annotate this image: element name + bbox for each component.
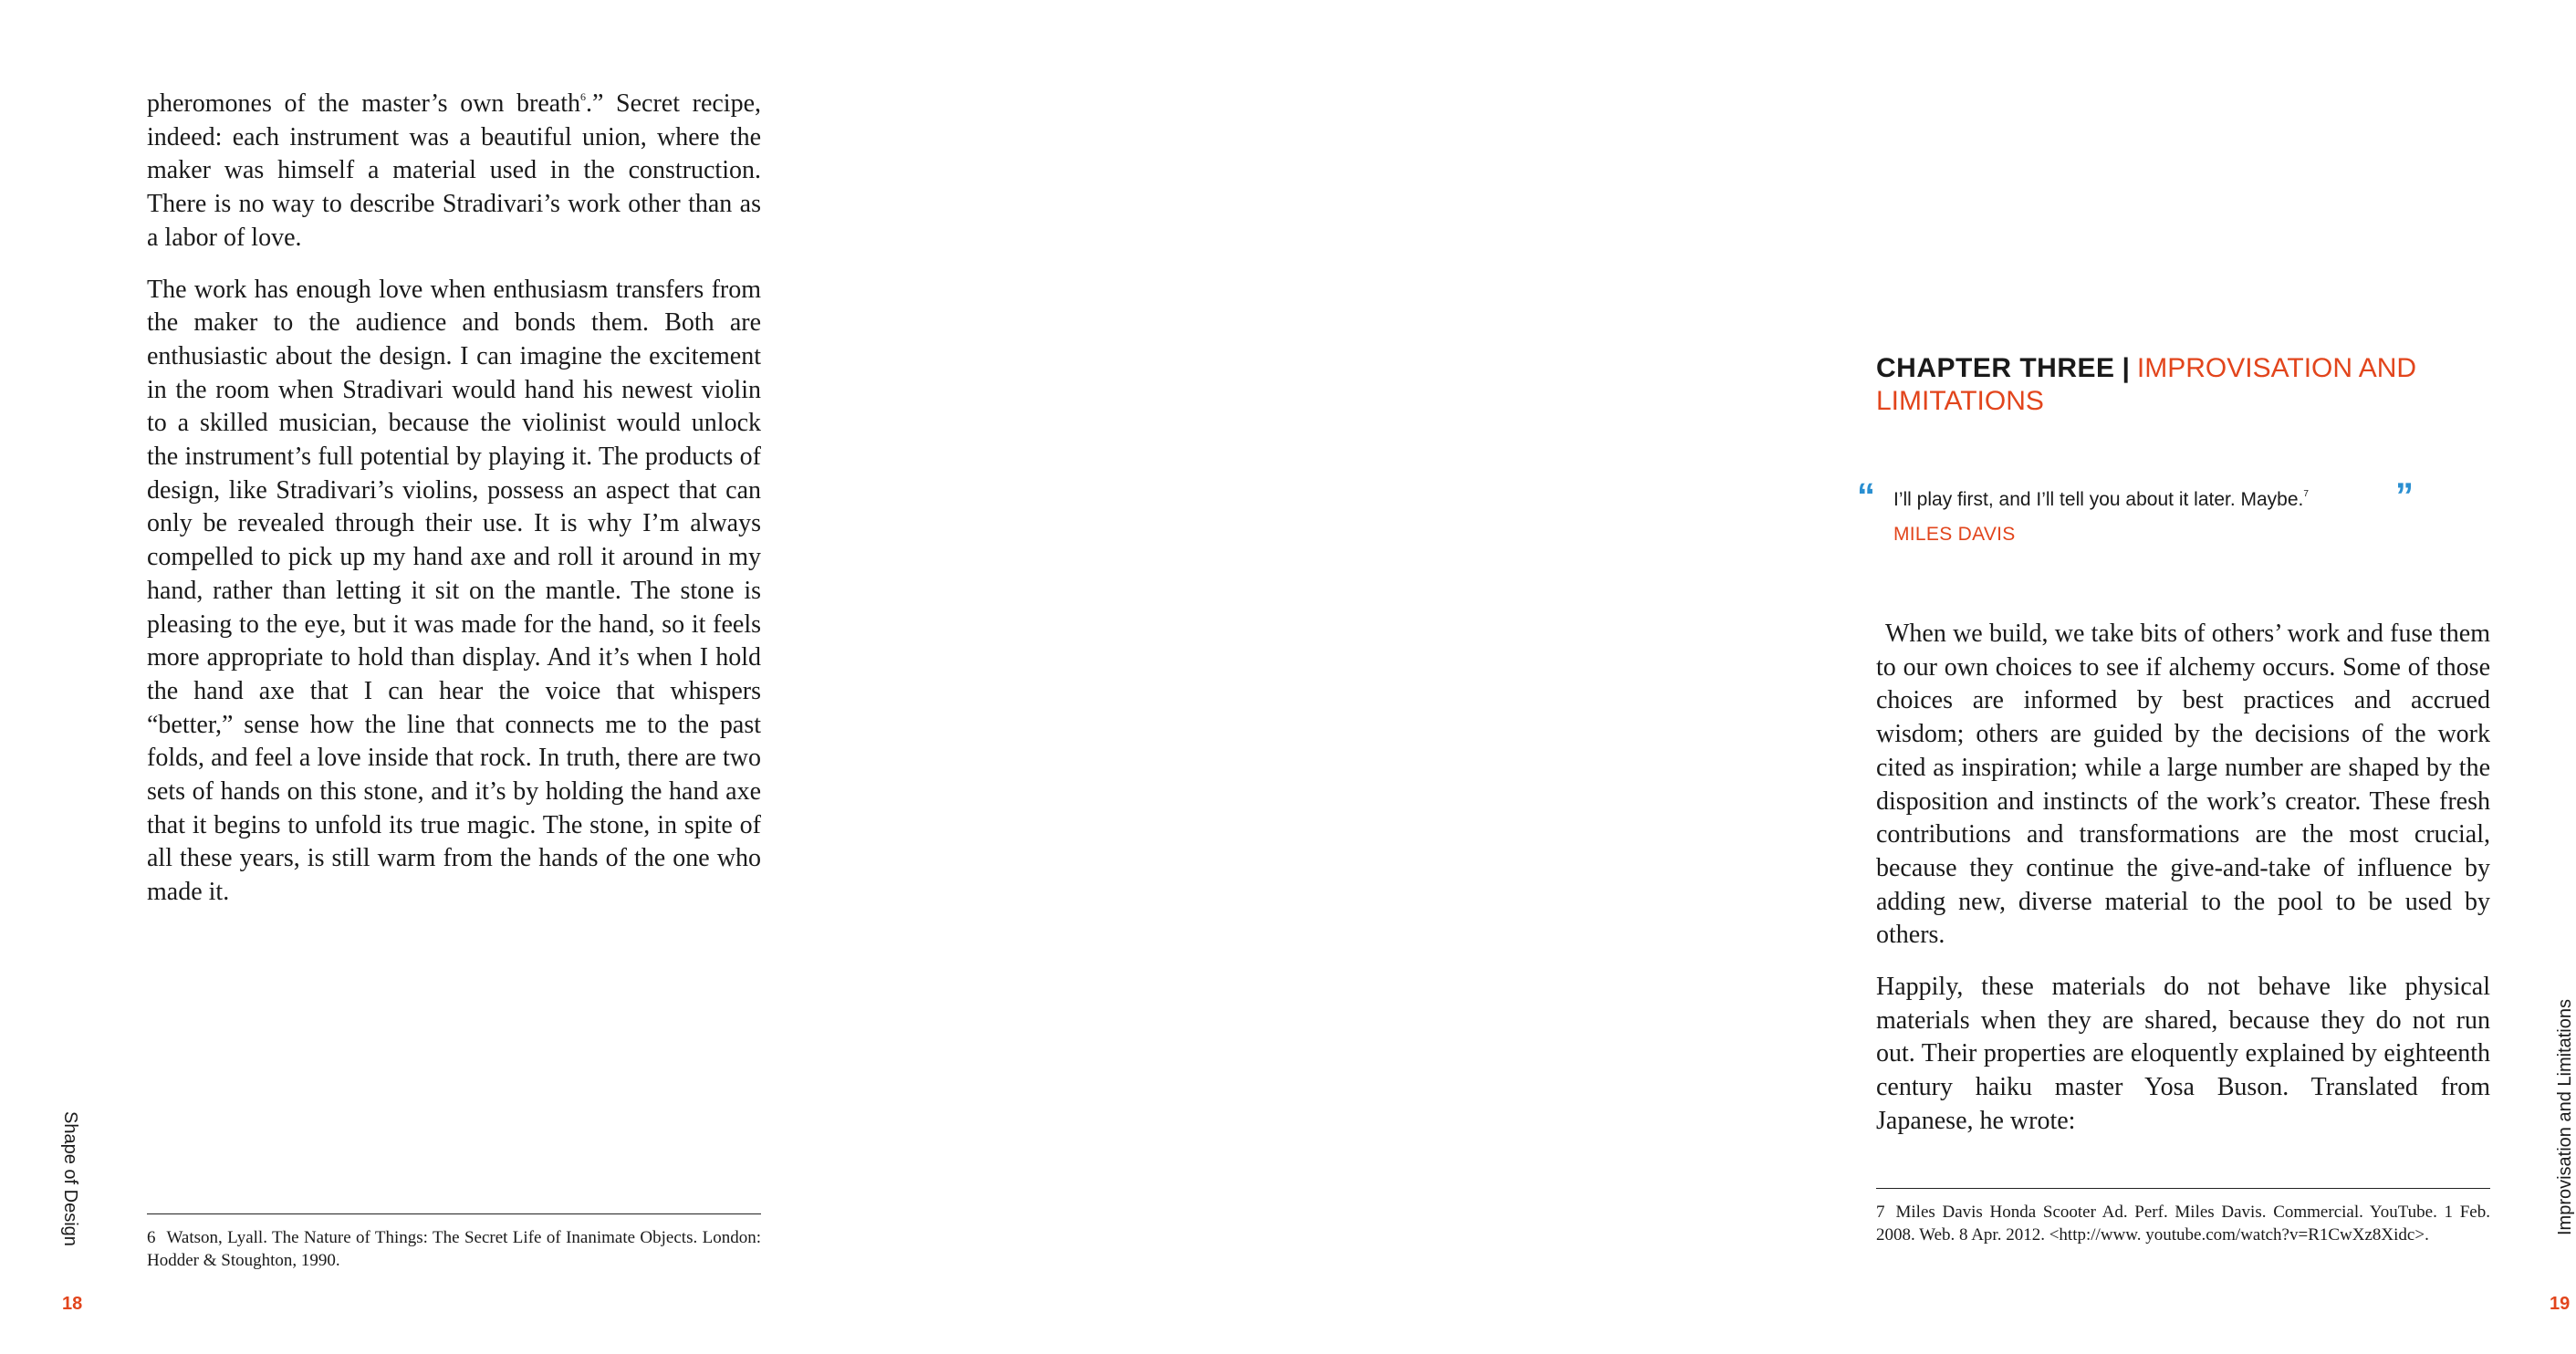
right-body-text [1876, 618, 2490, 1157]
close-quote-icon: ” [2395, 476, 2414, 516]
page-number: 19 [2550, 1294, 2571, 1314]
epigraph-quote [1893, 489, 2404, 511]
footnote-text: Miles Davis Honda Scooter Ad. Perf. Miles Davis. Commercial. YouTube. 1 Feb. 2008. Web. 8 Apr. 2012. <http://www. youtube.com/watch?v=R1CwXz8Xidc>. [1876, 1203, 2490, 1245]
paragraph-text: .” Secret recipe, indeed: each instrument was a beautiful union, where the maker was himself a material used in the construction. There is no way to describe Stradivari’s work other than as a labor of love. [147, 89, 762, 252]
body-paragraph [147, 88, 761, 255]
footnote-text: Watson, Lyall. The Nature of Things: The Secret Life of Inanimate Objects. London: Hodder & Stoughton, 1990. [147, 1228, 761, 1270]
footnote-number: 7 [1876, 1203, 1885, 1222]
running-head-book-title: Shape of Design [60, 1111, 80, 1246]
footnote [147, 1226, 761, 1272]
chapter-heading [1876, 352, 2460, 418]
right-page [876, 0, 2575, 1354]
left-body-text [147, 88, 761, 928]
paragraph-text: pheromones of the master’s own breath [147, 89, 580, 118]
footnote-divider [1876, 1188, 2490, 1189]
page-number: 18 [62, 1294, 83, 1314]
chapter-separator: | [2122, 353, 2130, 383]
body-paragraph: The work has enough love when enthusiasm transfers from the maker to the audience and bonds them. Both are enthusiastic about the design. I can imagine the excitement in the room when Stradivari would hand his newest violin to a skilled musician, because the violinist would unlock the instrument’s full potential by playing it. The products of design, like Stradivari’s violins, possess an aspect that can only be revealed through their use. It is why I’m always compelled to pick up my hand axe and roll it around in my hand, rather than letting it sit on the mantle. The stone is pleasing to the eye, but it was made for the hand, so it feels more appropriate to hold than display. And it’s when I hold the hand axe that I can hear the voice that whispers “better,” sense how the line that connects me to the past folds, and feel a love inside that rock. In truth, there are two sets of hands on this stone, and it’s by holding the hand axe that it begins to unfold its true magic. The stone, in spite of all these years, is still warm from the hands of the one who made it. [147, 275, 761, 907]
footnote-divider [147, 1213, 761, 1214]
footnote [1876, 1201, 2490, 1246]
epigraph-author: MILES DAVIS [1893, 524, 2016, 545]
running-head-chapter-title: Improvisation and Limitations [2555, 999, 2575, 1236]
body-paragraph: When we build, we take bits of others’ work and fuse them to our own choices to see if alchemy occurs. Some of those choices are informed by best practices and accrued wisdom; others are guided by the decisions of the work cited as inspiration; while a large number are shaped by the disposition and instincts of the work’s creator. These fresh contributions and transformations are the most crucial, because they continue the give-and-take of influence by adding new, diverse material to the pool to be used by others. [1876, 620, 2490, 950]
footnote-ref[interactable]: 7 [2303, 489, 2309, 499]
body-paragraph: Happily, these materials do not behave like physical materials when they are shared, because they do not run out. Their properties are eloquently explained by eighteenth century haiku master Yosa Buson. Translated from Japanese, he wrote: [1876, 973, 2490, 1135]
chapter-title: IMPROVISATION AND LIMITATIONS [1876, 353, 2417, 416]
chapter-number: CHAPTER THREE [1876, 353, 2115, 383]
footnote-number: 6 [147, 1228, 156, 1247]
open-quote-icon: “ [1857, 476, 1875, 516]
left-page [0, 0, 876, 1354]
epigraph-quote-text: I’ll play first, and I’ll tell you about it later. Maybe. [1893, 489, 2304, 510]
footnote-ref[interactable]: 6 [580, 89, 586, 103]
